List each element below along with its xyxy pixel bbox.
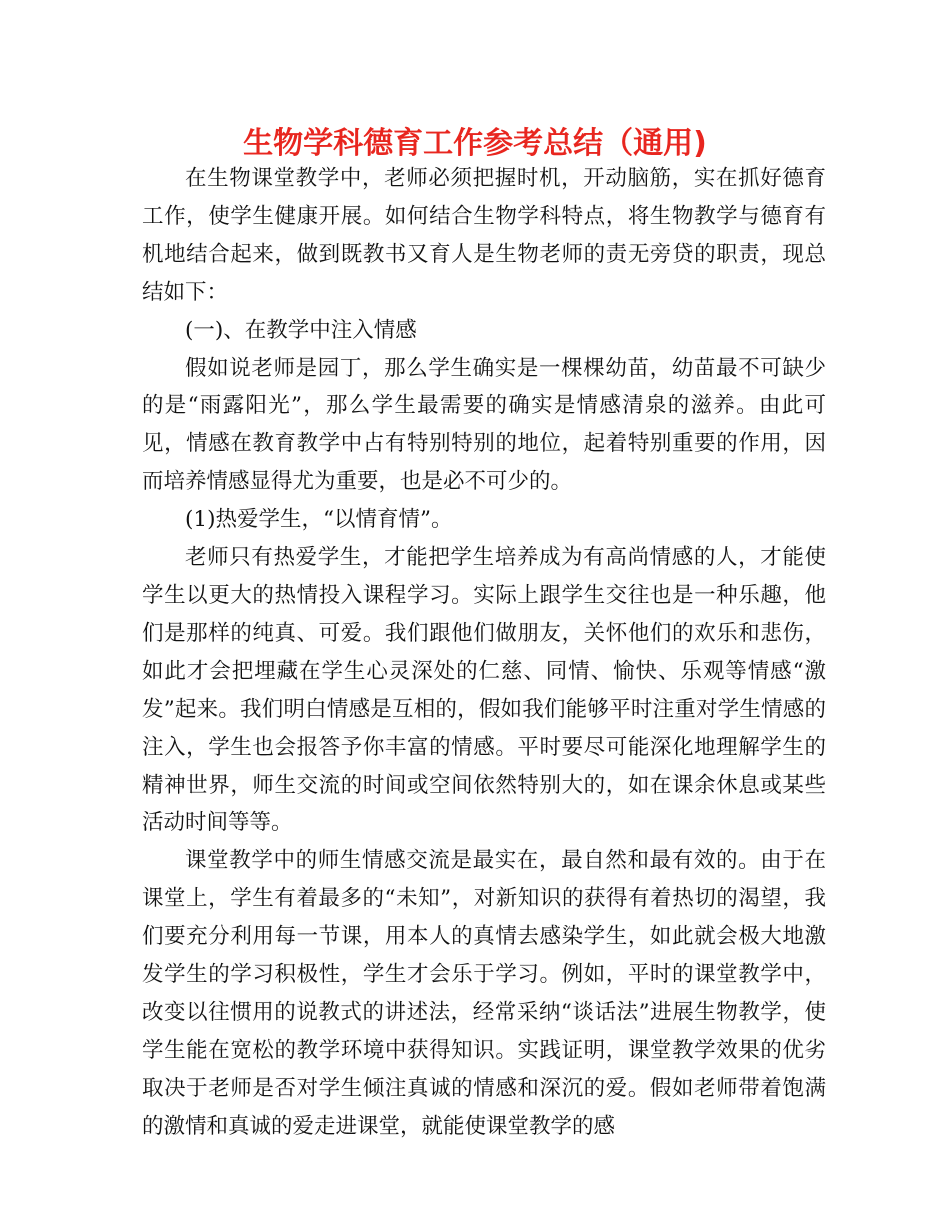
document-title: 生物学科德育工作参考总结（通用) (243, 126, 707, 161)
subheading-love-students: (1)热爱学生，“以情育情”。 (185, 507, 453, 533)
section-heading-emotion: (一)、在教学中注入情感 (185, 317, 417, 343)
paragraph-intro: 在生物课堂教学中，老师必须把握时机，开动脑筋，实在抓好德育工作，使学生健康开展。如何结合生物学科特点，将生物教学与德育有机地结合起来，做到既教书又育人是生物老师的责无旁贷的职责，现总结如下： (142, 166, 826, 305)
document-body (142, 160, 826, 1146)
paragraph-love-students: 老师只有热爱学生，才能把学生培养成为有高尚情感的人，才能使学生以更大的热情投入课程学习。实际上跟学生交往也是一种乐趣，他们是那样的纯真、可爱。我们跟他们做朋友，关怀他们的欢乐和悲伤，如此才会把埋藏在学生心灵深处的仁慈、同情、愉快、乐观等情感“激发”起来。我们明白情感是互相的，假如我们能够平时注重对学生情感的注入，学生也会报答予你丰富的情感。平时要尽可能深化地理解学生的精神世界，师生交流的时间或空间依然特别大的，如在课余休息或某些活动时间等等。 (142, 545, 826, 836)
paragraph-classroom: 课堂教学中的师生情感交流是最实在，最自然和最有效的。由于在课堂上，学生有着最多的“未知”，对新知识的获得有着热切的渴望，我们要充分利用每一节课，用本人的真情去感染学生，如此就会极大地激发学生的学习积极性，学生才会乐于学习。例如，平时的课堂教学中，改变以往惯用的说教式的讲述法，经常采纳“谈话法”进展生物教学，使学生能在宽松的教学环境中获得知识。实践证明，课堂教学效果的优劣取决于老师是否对学生倾注真诚的情感和深沉的爱。假如老师带着饱满的激情和真诚的爱走进课堂，就能使课堂教学的感 (142, 848, 826, 1139)
paragraph-gardener: 假如说老师是园丁，那么学生确实是一棵棵幼苗，幼苗最不可缺少的是“雨露阳光”，那么学生最需要的确实是情感清泉的滋养。由此可见，情感在教育教学中占有特别特别的地位，起着特别重要的作用，因而培养情感显得尤为重要，也是必不可少的。 (142, 355, 826, 495)
